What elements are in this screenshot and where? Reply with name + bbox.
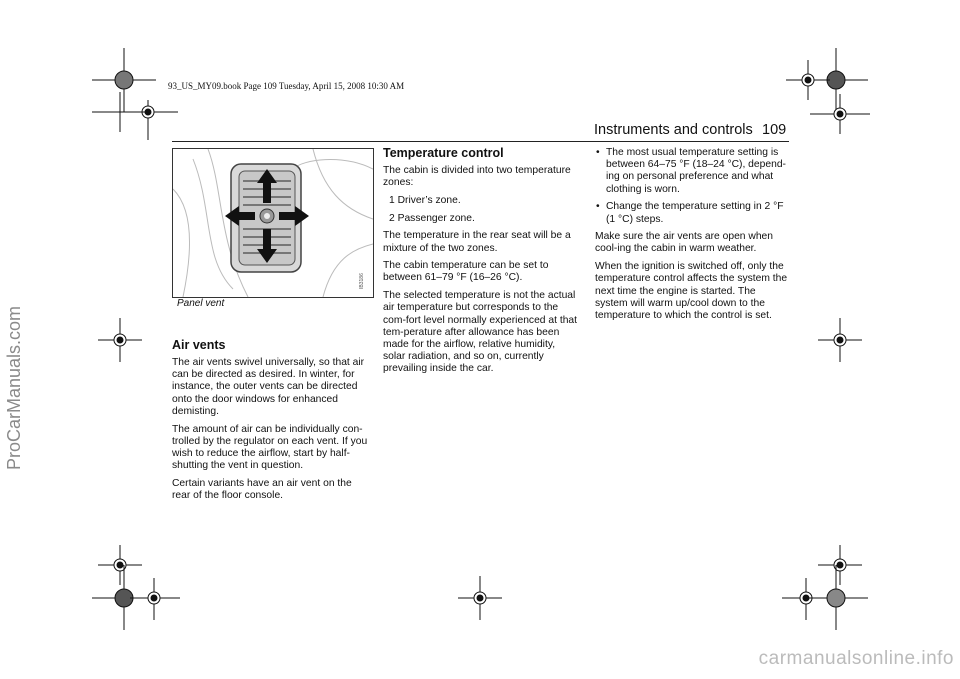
watermark-bottom: carmanualsonline.info bbox=[758, 648, 954, 669]
crosshair-icon bbox=[810, 94, 870, 134]
section-title: Instruments and controls bbox=[594, 122, 753, 138]
zone-item: 2 Passenger zone. bbox=[389, 212, 475, 224]
temperature-tips-section bbox=[595, 147, 791, 328]
bullet-item: • The most usual temperature setting is between 64–75 °F (18–24 °C), depend-ing on personal preference and what clothing is worn. bbox=[595, 147, 791, 196]
air-vents-section bbox=[172, 338, 372, 508]
air-vents-heading: Air vents bbox=[172, 338, 226, 352]
paragraph: The amount of air can be individually con-trolled by the regulator on each vent. If you wish to reduce the airflow, start by half-shutting the vent in question. bbox=[172, 423, 368, 472]
crosshair-icon bbox=[782, 578, 830, 620]
crosshair-icon bbox=[130, 578, 180, 620]
paragraph: When the ignition is switched off, only the temperature control affects the system the next time the engine is started. The system will warm up/cool down to the temperature to which the control is set. bbox=[595, 261, 788, 321]
watermark-left: ProCarManuals.com bbox=[4, 305, 24, 470]
crosshair-icon bbox=[98, 545, 142, 585]
registration-circle-icon bbox=[804, 565, 868, 630]
paragraph: The cabin is divided into two temperature zones: bbox=[383, 165, 571, 189]
crosshair-icon bbox=[786, 60, 830, 100]
figure-caption: Panel vent bbox=[177, 298, 225, 309]
crosshair-icon bbox=[818, 318, 862, 362]
panel-vent-figure bbox=[172, 148, 374, 298]
registration-circle-icon bbox=[92, 48, 156, 112]
paragraph: Make sure the air vents are open when cool-ing the cabin in warm weather. bbox=[595, 231, 774, 255]
figure-code: IB3186 bbox=[359, 273, 365, 289]
paragraph: Certain variants have an air vent on the rear of the floor console. bbox=[172, 477, 352, 502]
page-number: 109 bbox=[762, 122, 787, 138]
crosshair-icon bbox=[458, 576, 502, 620]
temperature-control-heading: Temperature control bbox=[383, 146, 504, 160]
paragraph: The cabin temperature can be set to between 61–79 °F (16–26 °C). bbox=[383, 260, 549, 284]
bullet-item: • Change the temperature setting in 2 °F (1 °C) steps. bbox=[595, 201, 791, 225]
crosshair-icon bbox=[98, 318, 142, 362]
crosshair-icon bbox=[92, 92, 148, 132]
paragraph: The temperature in the rear seat will be a mixture of the two zones. bbox=[383, 230, 571, 254]
file-stamp: 93_US_MY09.book Page 109 Tuesday, April 15, 2008 10:30 AM bbox=[168, 81, 405, 91]
crosshair-icon bbox=[818, 545, 862, 585]
paragraph: The air vents swivel universally, so that air can be directed as desired. In winter, for instance, the outer vents can be directed onto the door windows for enhanced demisting. bbox=[172, 357, 365, 417]
bullet-list bbox=[595, 147, 791, 226]
paragraph: The selected temperature is not the actual air temperature but corresponds to the com-fort level normally experienced at that tem-perature after allowance has been made for the airflow, relative humidity, solar radiation, and so on, currently prevailing inside the car. bbox=[383, 290, 578, 375]
zone-item: 1 Driver’s zone. bbox=[389, 194, 461, 206]
temperature-control-section bbox=[383, 146, 579, 381]
crosshair-icon bbox=[128, 100, 178, 140]
panel-vent-illustration bbox=[173, 149, 373, 297]
header-rule bbox=[172, 141, 789, 142]
